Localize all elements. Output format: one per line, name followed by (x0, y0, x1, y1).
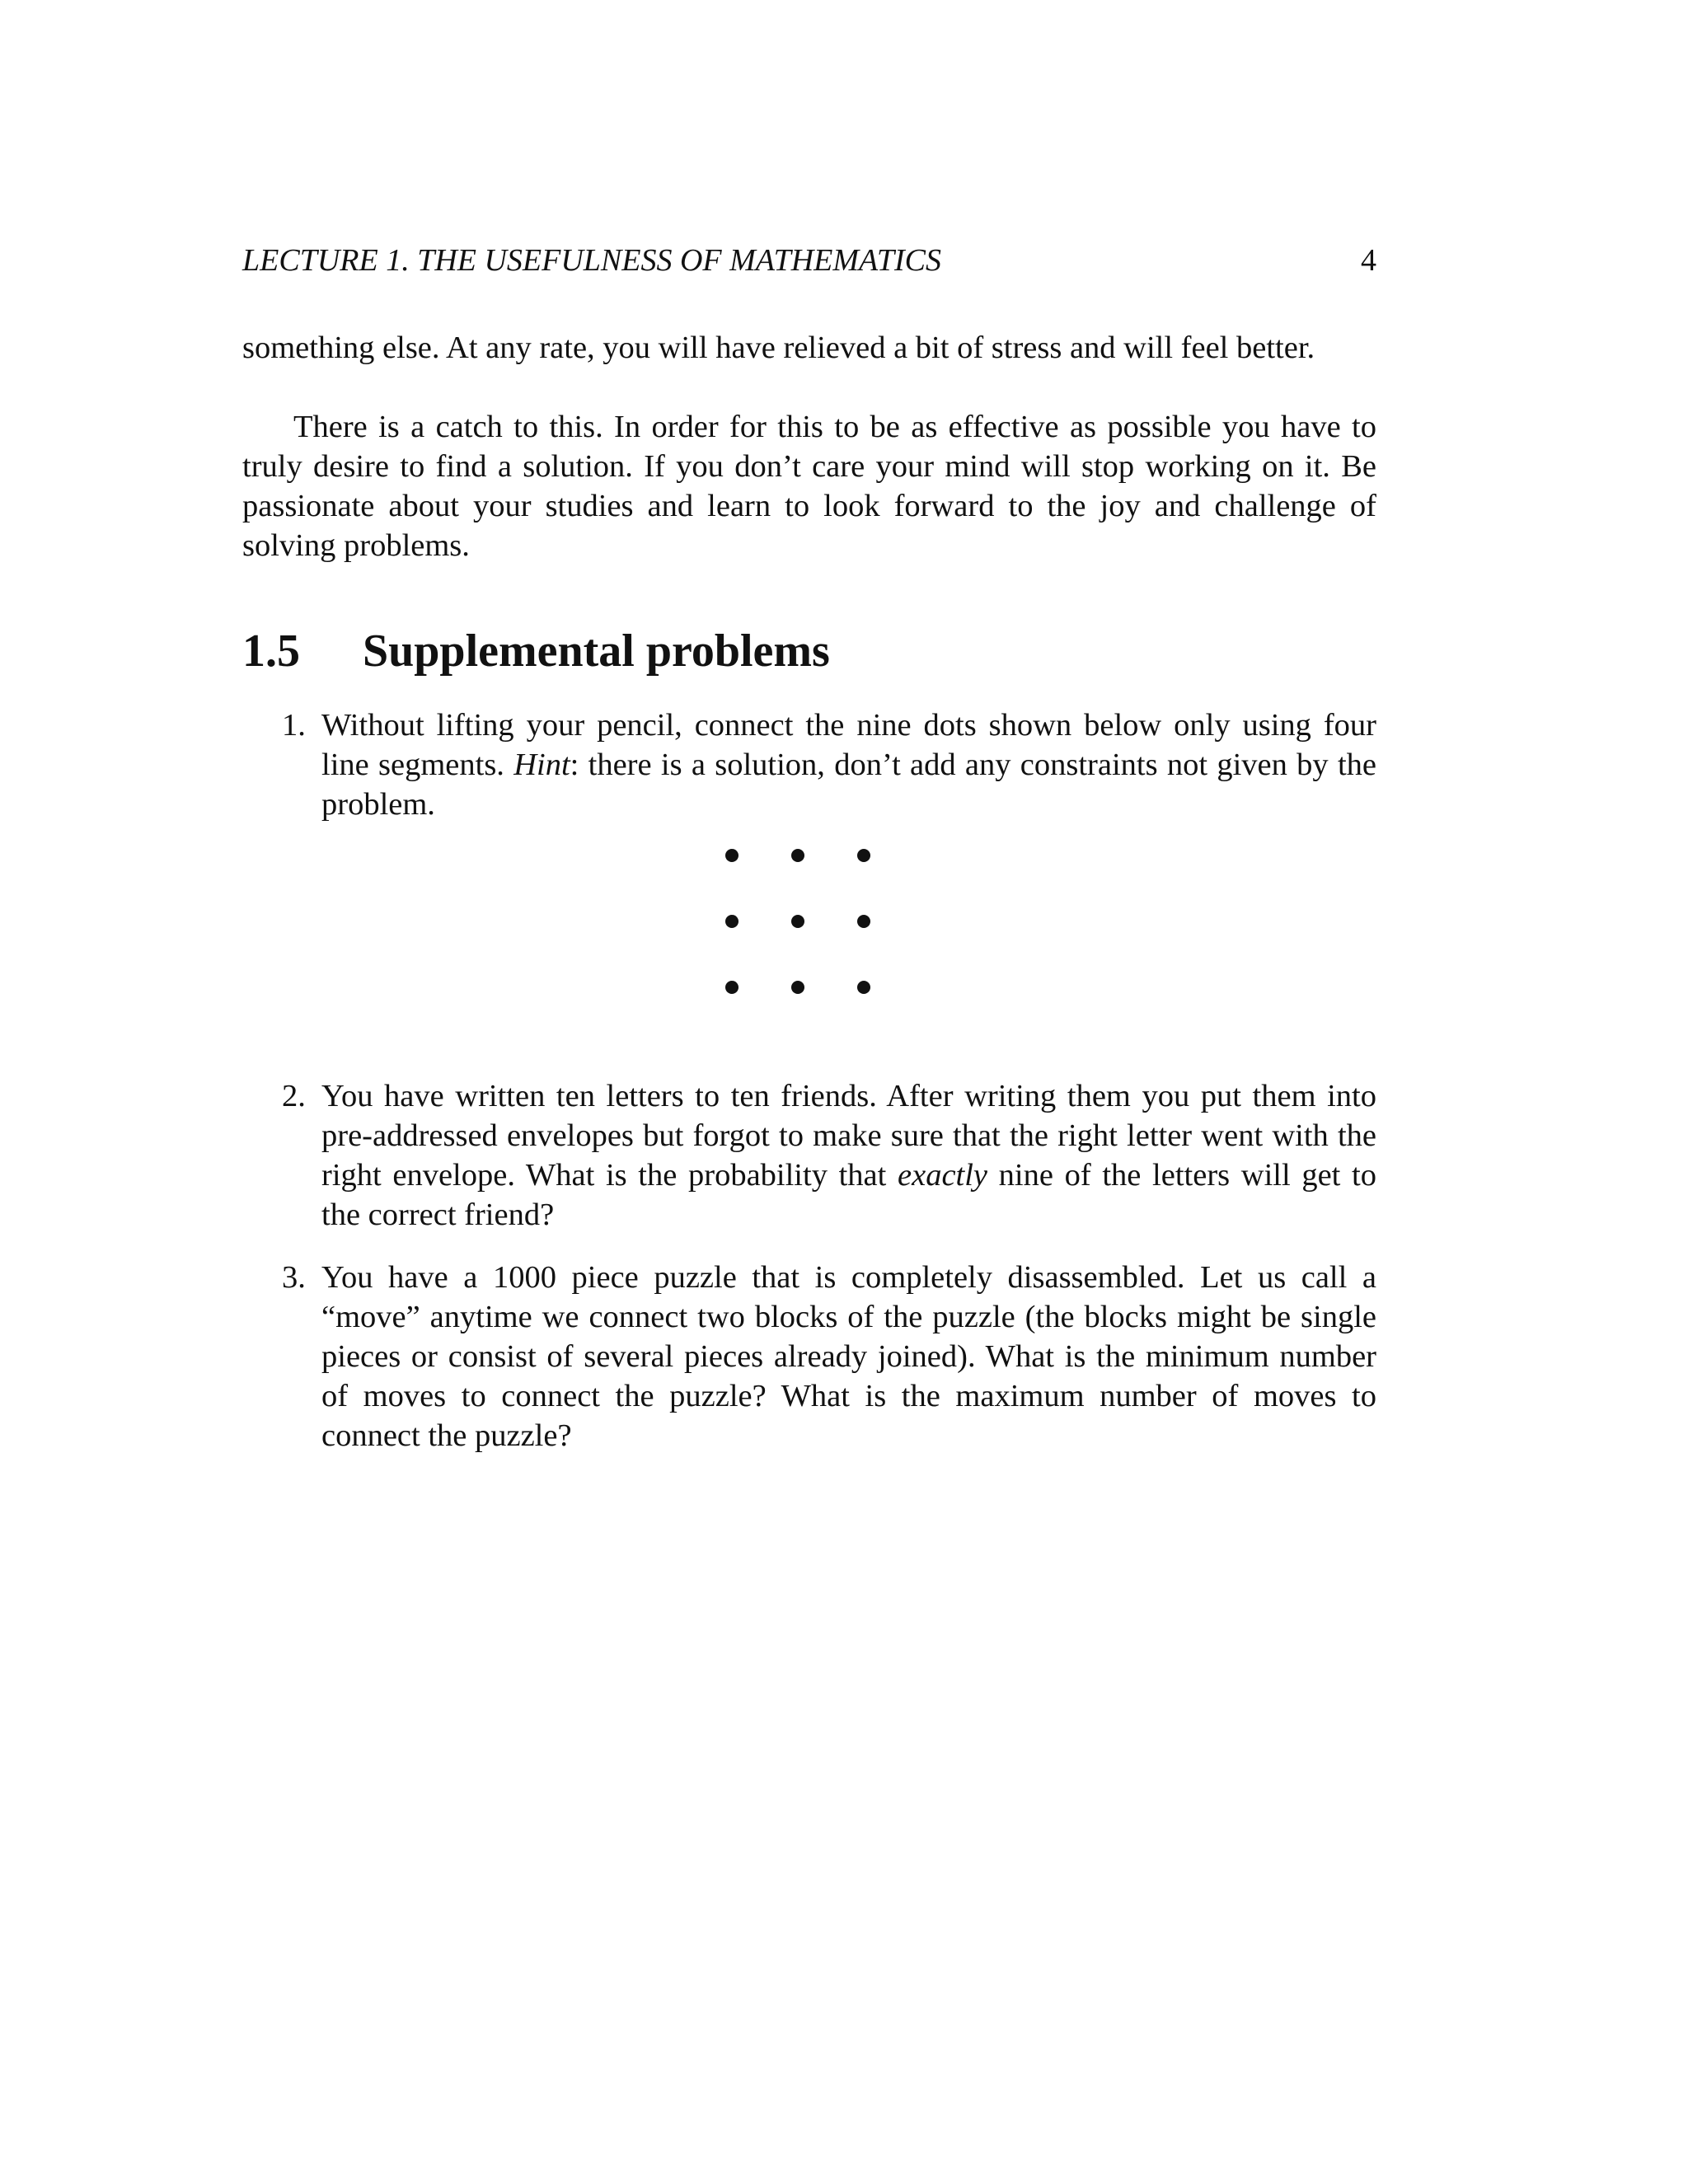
continuation-paragraph (242, 328, 1376, 368)
problem-text (321, 705, 1376, 824)
problem-text-part: : there is a solution, don’t add any constraints not given by the problem. (321, 748, 1376, 822)
problem-2 (242, 1076, 1376, 1235)
problem-text-part: nine of the letters will get to the correct friend? (321, 1158, 1376, 1232)
dot (857, 981, 870, 994)
section-number: 1.5 (242, 626, 300, 677)
problem-text-part: You have written ten letters to ten friends. After writing them you put them into pre-addressed envelopes but forgot to make sure that the right letter went with the right envelope. What is the probability that (321, 1079, 1376, 1193)
problem-text: You have a 1000 piece puzzle that is completely disassembled. Let us call a “move” anytime we connect two blocks of the puzzle (the blocks might be single pieces or consist of several pieces already joined). What is the minimum number of moves to connect the puzzle? What is the maximum number of moves to connect the puzzle? (321, 1260, 1376, 1453)
running-header (242, 241, 1376, 280)
catch-paragraph (242, 407, 1376, 565)
dot (791, 915, 804, 928)
section-heading (242, 621, 830, 681)
continuation-text: something else. At any rate, you will have relieved a bit of stress and will feel better. (242, 330, 1315, 365)
problem-text (321, 1076, 1376, 1235)
problem-marker: 3. (282, 1260, 306, 1295)
dot (725, 915, 738, 928)
emphasis: exactly (898, 1158, 988, 1193)
dot (857, 849, 870, 862)
dot (857, 915, 870, 928)
problem-1 (242, 705, 1376, 824)
problem-marker: 1. (282, 708, 306, 743)
dot (725, 849, 738, 862)
dot (791, 849, 804, 862)
section-title: Supplemental problems (363, 626, 830, 677)
dot (791, 981, 804, 994)
dot (725, 981, 738, 994)
problem-text-part: Without lifting your pencil, connect the nine dots shown below only using four line segments. (321, 708, 1376, 782)
catch-text: There is a catch to this. In order for this to be as effective as possible you have to truly desire to find a solution. If you don’t care your mind will stop working on it. Be passionate about your studies and learn to look forward to the joy and challenge of solving problems. (242, 410, 1376, 563)
page-number: 4 (1361, 243, 1376, 278)
running-title: LECTURE 1. THE USEFULNESS OF MATHEMATICS (242, 243, 941, 278)
hint-label: Hint (513, 748, 570, 782)
problem-3 (242, 1258, 1376, 1455)
problem-marker: 2. (282, 1079, 306, 1113)
nine-dots-figure (725, 849, 907, 1030)
